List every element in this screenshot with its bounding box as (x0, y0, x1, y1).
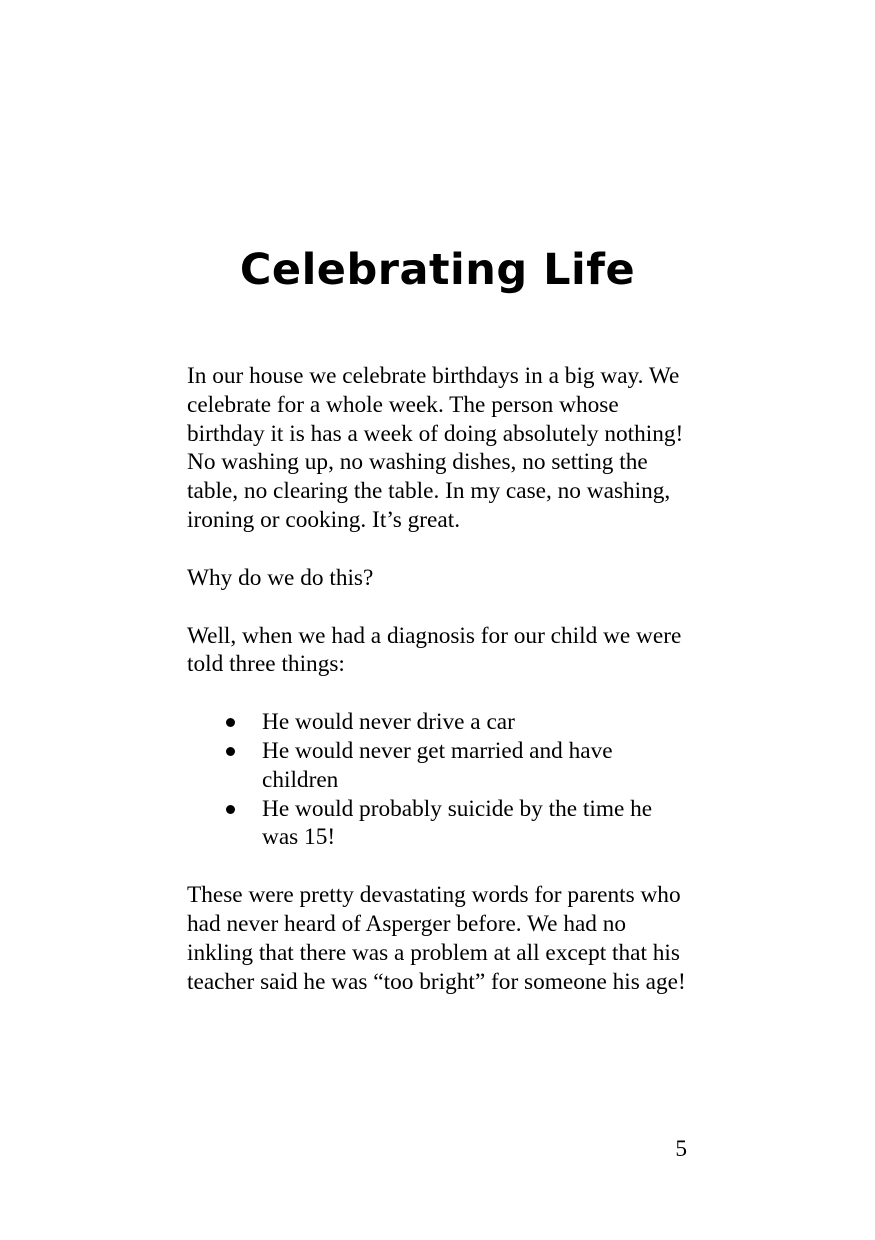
bullet-list (187, 708, 687, 852)
paragraph-intro: In our house we celebrate birthdays in a big way. We celebrate for a whole week. The person whose birthday it is has a week of doing absolutely nothing! No washing up, no washing dishes, no setting the table, no clearing the table. In my case, no washing, ironing or cooking. It’s great. (187, 363, 684, 533)
paragraph-closing: These were pretty devastating words for parents who had never heard of Asperger before. We had no inkling that there was a problem at all except that his teacher said he was “too bright” for someone his age! (187, 882, 686, 995)
list-item-text: He would never get married and have children (262, 737, 613, 793)
body-text (187, 362, 687, 1025)
paragraph-question: Why do we do this? (187, 564, 374, 591)
bullet-icon (226, 805, 235, 814)
list-item-text: He would never drive a car (262, 709, 515, 736)
list-item-text: He would probably suicide by the time he was 15! (262, 795, 653, 851)
list-item (187, 737, 687, 795)
paragraph-diagnosis: Well, when we had a diagnosis for our child we were told three things: (187, 622, 682, 678)
page-number: 5 (675, 1136, 687, 1162)
list-item (187, 708, 687, 737)
list-item (187, 795, 687, 853)
page-title: Celebrating Life (239, 245, 636, 295)
bullet-icon (226, 747, 235, 756)
bullet-icon (226, 718, 235, 727)
